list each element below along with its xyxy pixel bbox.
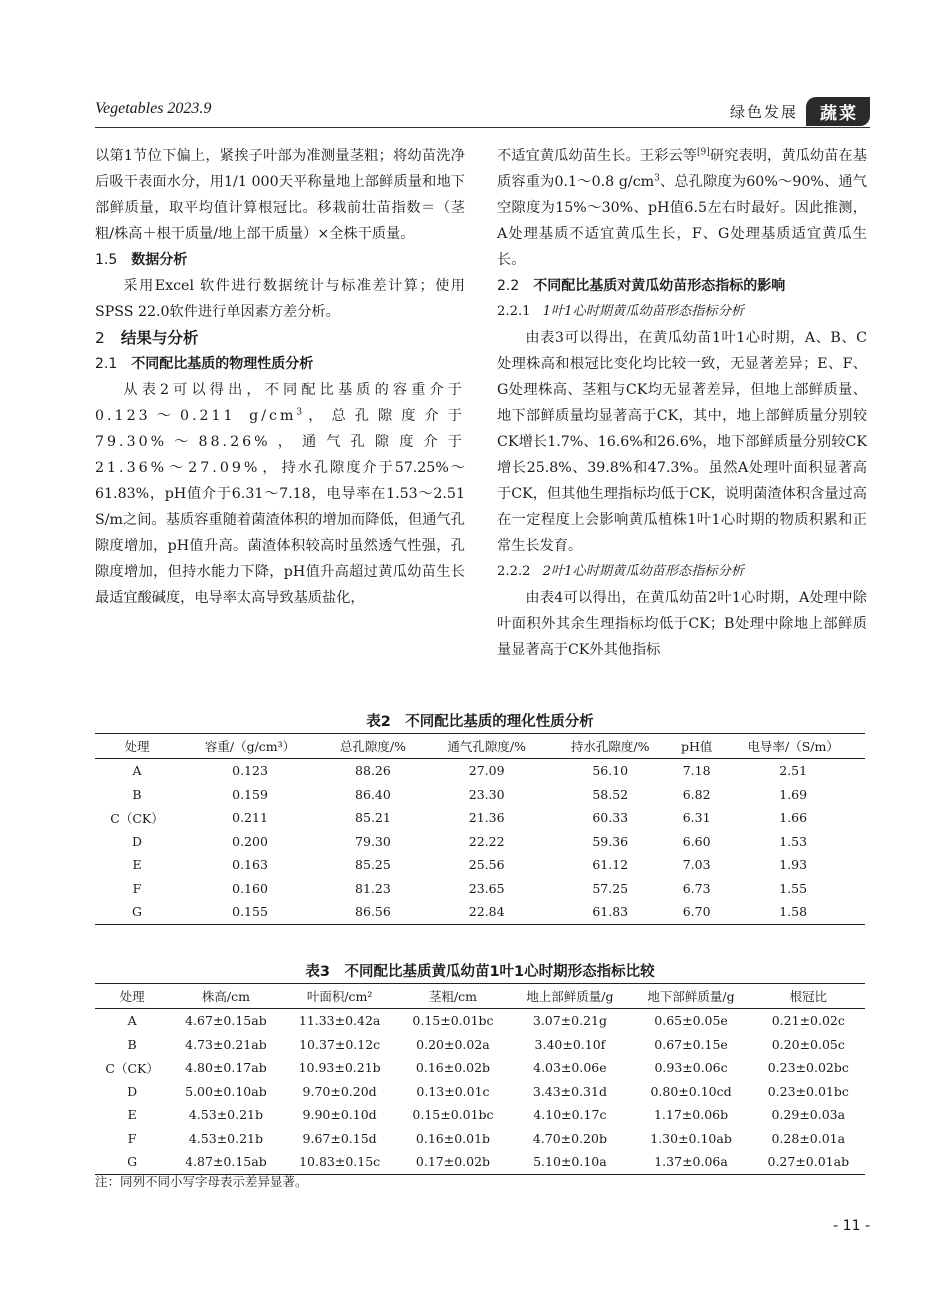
table-cell: 1.37±0.06a: [630, 1150, 751, 1174]
table-cell: 7.18: [682, 763, 711, 779]
table-cell: F: [132, 880, 142, 896]
table-row: [95, 783, 865, 807]
table3-header-cell: 叶面积/cm²: [283, 984, 397, 1009]
table-cell: 22.22: [468, 833, 505, 849]
table-cell: C（CK）: [105, 1060, 159, 1076]
section-name: 绿色发展: [729, 103, 798, 121]
table-cell: 1.53: [779, 833, 808, 849]
table-cell: 2.51: [779, 763, 808, 779]
paragraph-physical-properties: 从表2可以得出，不同配比基质的容重介于0.123～0.211 $g/cm^3$，总孔隙度介于79.30%～88.26%，通气孔隙度介于21.36%～27.09%，持水孔隙度介于57.25%～61.83%，pH值介于6.31～7.18，电导率在1.53～2.51 S/m之间。基质容重随着菌渣体积的增加而降低，但通气孔隙度增加，pH值升高。菌渣体积较高时虽然透气性强，孔隙度增加，但持水能力下降，pH值升高超过黄瓜幼苗生长最适宜酸碱度，电导率太高导致基质盐化，: [95, 382, 465, 606]
section-heading-2-2-2: 2.2.2 2叶1心时期黄瓜幼苗形态指标分析: [497, 564, 744, 579]
table-cell: 0.23±0.02bc: [767, 1060, 849, 1076]
table-row: [95, 1009, 865, 1033]
table-cell: 81.23: [355, 880, 391, 896]
table-row: [95, 853, 865, 877]
table-cell: 10.93±0.21b: [298, 1060, 381, 1076]
table-cell: 23.30: [468, 786, 505, 802]
table-cell: 0.159: [232, 786, 268, 802]
table-row: [95, 830, 865, 854]
section-heading-1-5: 1.5 数据分析: [95, 252, 188, 268]
table-cell: 61.12: [592, 857, 629, 873]
table-cell: 0.123: [232, 763, 268, 779]
table-cell: 4.70±0.20b: [532, 1130, 607, 1146]
table-row: [95, 1127, 865, 1151]
table2-header-row: [95, 734, 865, 759]
paragraph-1leaf-analysis: 由表3可以得出，在黄瓜幼苗1叶1心时期，A、B、C处理株高和根冠比变化均比较一致，无显著差异；E、F、G处理株高、茎粗与CK均无显著差异，但地上部鲜质量、地下部鲜质量均显著高于CK，其中，地上部鲜质量分别较CK增长1.7%、16.6%和26.6%，地下部鲜质量分别较CK增长25.8%、39.8%和47.3%。虽然A处理叶面积显著高于CK，但其他生理指标均低于CK，说明菌渣体积含量过高在一定程度上会影响黄瓜植株1叶1心时期的物质积累和正常生长发育。: [497, 330, 867, 554]
table-row: [95, 759, 865, 783]
table-cell: 0.17±0.02b: [397, 1150, 510, 1174]
table-row: [95, 900, 865, 924]
table3-header-cell: 株高/cm: [169, 984, 282, 1009]
table3-header-cell: 地上部鲜质量/g: [509, 984, 630, 1009]
table-cell: 60.33: [592, 810, 629, 826]
table-cell: 3.07±0.21g: [532, 1013, 607, 1029]
table-cell: D: [132, 833, 143, 849]
table-cell: 9.70±0.20d: [302, 1083, 377, 1099]
table2: [95, 733, 865, 925]
table-cell: 0.16±0.01b: [415, 1130, 491, 1146]
section-heading-2-2: 2.2 不同配比基质对黄瓜幼苗形态指标的影响: [497, 278, 786, 294]
table-cell: 6.73: [682, 880, 711, 896]
page-number: - 11 -: [833, 1218, 870, 1234]
table-cell: D: [127, 1083, 138, 1099]
table-row: [95, 1033, 865, 1057]
table-cell: G: [95, 1150, 169, 1174]
table-cell: 10.83±0.15c: [283, 1150, 397, 1174]
table3-header-cell: 地下部鲜质量/g: [630, 984, 751, 1009]
table-cell: 4.73±0.21ab: [185, 1036, 267, 1052]
table-cell: 9.90±0.10d: [302, 1107, 377, 1123]
table-cell: 85.21: [355, 810, 391, 826]
table2-header-cell: 处理: [95, 734, 179, 759]
table-cell: 4.67±0.15ab: [185, 1013, 267, 1029]
table-cell: 4.53±0.21b: [188, 1107, 263, 1123]
table2-header-cell: 电导率/（S/m）: [721, 734, 865, 759]
table-cell: 0.155: [179, 900, 321, 924]
table-cell: 88.26: [355, 763, 391, 779]
section-heading-2-2-1: 2.2.1 1叶1心时期黄瓜幼苗形态指标分析: [497, 304, 744, 319]
table-cell: 0.15±0.01bc: [412, 1013, 494, 1029]
table-cell: 86.40: [355, 786, 391, 802]
table-cell: C（CK）: [110, 810, 164, 826]
table-row: [95, 877, 865, 901]
table-cell: 22.84: [425, 900, 549, 924]
table-cell: 4.80±0.17ab: [185, 1060, 267, 1076]
table-cell: 21.36: [468, 810, 505, 826]
table-cell: 0.13±0.01c: [416, 1083, 490, 1099]
table-cell: 6.70: [672, 900, 721, 924]
table-cell: 0.20±0.05c: [771, 1036, 845, 1052]
table-cell: 56.10: [592, 763, 629, 779]
table-cell: 3.43±0.31d: [532, 1083, 607, 1099]
table-cell: 5.00±0.10ab: [185, 1083, 267, 1099]
table-cell: 0.21±0.02c: [771, 1013, 845, 1029]
table-cell: 4.53±0.21b: [188, 1130, 263, 1146]
header-divider: [95, 127, 870, 128]
table-cell: 7.03: [682, 857, 711, 873]
table-cell: 23.65: [468, 880, 505, 896]
table-cell: 27.09: [468, 763, 505, 779]
table-cell: 0.80±0.10cd: [650, 1083, 732, 1099]
paragraph-2leaf-analysis: 由表4可以得出，在黄瓜幼苗2叶1心时期，A处理中除叶面积外其余生理指标均低于CK；B处理中除地上部鲜质量显著高于CK外其他指标: [497, 590, 867, 658]
table-cell: 0.93±0.06c: [654, 1060, 728, 1076]
table-cell: E: [127, 1107, 137, 1123]
table-cell: 0.200: [232, 833, 268, 849]
table2-header-cell: 通气孔隙度/%: [425, 734, 549, 759]
right-column: [497, 143, 867, 663]
table2-caption: 表2 不同配比基质的理化性质分析: [366, 714, 594, 730]
table-cell: A: [127, 1013, 137, 1029]
table-cell: 79.30: [355, 833, 391, 849]
table3-header-cell: 处理: [95, 984, 169, 1009]
table-cell: 10.37±0.12c: [299, 1036, 381, 1052]
section-heading-2-1: 2.1 不同配比基质的物理性质分析: [95, 356, 314, 372]
table-cell: 4.03±0.06e: [533, 1060, 607, 1076]
left-column: [95, 143, 465, 611]
table-cell: 6.82: [682, 786, 711, 802]
table-cell: 1.30±0.10ab: [650, 1130, 732, 1146]
table-cell: 61.83: [548, 900, 672, 924]
table-cell: G: [95, 900, 179, 924]
table-row: [95, 1150, 865, 1174]
table-cell: 0.163: [232, 857, 268, 873]
table-cell: 0.67±0.15e: [654, 1036, 728, 1052]
table-cell: 1.55: [779, 880, 808, 896]
table-cell: 5.10±0.10a: [509, 1150, 630, 1174]
table-cell: 58.52: [592, 786, 629, 802]
section-heading-2: 2 结果与分析: [95, 329, 199, 347]
table3-header-row: [95, 984, 865, 1009]
table-cell: 6.31: [682, 810, 711, 826]
table-cell: F: [127, 1130, 137, 1146]
table2-header-cell: 总孔隙度/%: [321, 734, 425, 759]
table2-header-cell: pH值: [672, 734, 721, 759]
table-cell: 0.20±0.02a: [416, 1036, 490, 1052]
table-cell: 0.29±0.03a: [771, 1107, 846, 1123]
table-cell: 6.60: [682, 833, 711, 849]
table-cell: E: [132, 857, 142, 873]
table3-header-cell: 根冠比: [752, 984, 865, 1009]
table-cell: 11.33±0.42a: [298, 1013, 381, 1029]
table-cell: 4.10±0.17c: [533, 1107, 607, 1123]
table-cell: 0.23±0.01bc: [767, 1083, 849, 1099]
table-row: [95, 1103, 865, 1127]
table-cell: 1.93: [779, 857, 808, 873]
table-cell: 57.25: [592, 880, 629, 896]
table-cell: 0.27±0.01ab: [752, 1150, 865, 1174]
table-cell: 1.66: [779, 810, 808, 826]
table-cell: 0.211: [232, 810, 268, 826]
table-row: [95, 806, 865, 830]
table-cell: 3.40±0.10f: [534, 1036, 606, 1052]
table-cell: 9.67±0.15d: [302, 1130, 377, 1146]
table-cell: 1.17±0.06b: [653, 1107, 729, 1123]
table2-header-cell: 容重/（g/cm³）: [179, 734, 321, 759]
table-cell: 25.56: [468, 857, 505, 873]
table-cell: B: [132, 786, 142, 802]
paragraph-methods-cont: 以第1节位下偏上，紧挨子叶部为准测量茎粗；将幼苗洗净后吸干表面水分，用1/1 000天平称量地上部鲜质量和地下部鲜质量，取平均值计算根冠比。移栽前壮苗指数＝（茎粗/株高＋根干质量/地上部干质量）×全株干质量。: [95, 148, 465, 242]
table-cell: 0.65±0.05e: [654, 1013, 728, 1029]
table-cell: 4.87±0.15ab: [169, 1150, 282, 1174]
table-cell: 0.28±0.01a: [771, 1130, 846, 1146]
table-cell: 1.69: [779, 786, 808, 802]
table-cell: 1.58: [721, 900, 865, 924]
table3-note: 注：同列不同小写字母表示差异显著。: [95, 1174, 308, 1189]
table-row: [95, 1056, 865, 1080]
journal-title: Vegetables 2023.9: [95, 100, 212, 117]
table-cell: 59.36: [592, 833, 629, 849]
header-section-label: [730, 97, 870, 126]
table-cell: 0.15±0.01bc: [412, 1107, 494, 1123]
table3: [95, 983, 865, 1175]
table-cell: 0.16±0.02b: [415, 1060, 491, 1076]
table-cell: 86.56: [321, 900, 425, 924]
table-cell: A: [132, 763, 142, 779]
paragraph-data-analysis: 采用Excel 软件进行数据统计与标准差计算；使用SPSS 22.0软件进行单因素方差分析。: [95, 278, 465, 320]
table-cell: B: [127, 1036, 137, 1052]
table-cell: 85.25: [355, 857, 391, 873]
paragraph-wang-study: 不适宜黄瓜幼苗生长。王彩云等[9]研究表明，黄瓜幼苗在基质容重为0.1～0.8 $g/cm^3$、总孔隙度为60%～90%、通气空隙度为15%～30%、pH值6.5左右时最好。因此推测，A处理基质不适宜黄瓜生长，F、G处理基质适宜黄瓜生长。: [497, 147, 867, 268]
table2-header-cell: 持水孔隙度/%: [548, 734, 672, 759]
table-cell: 0.160: [232, 880, 268, 896]
table-row: [95, 1080, 865, 1104]
table3-caption: 表3 不同配比基质黄瓜幼苗1叶1心时期形态指标比较: [305, 964, 655, 980]
table3-header-cell: 茎粗/cm: [397, 984, 510, 1009]
brand-logo: 蔬菜: [806, 97, 870, 126]
